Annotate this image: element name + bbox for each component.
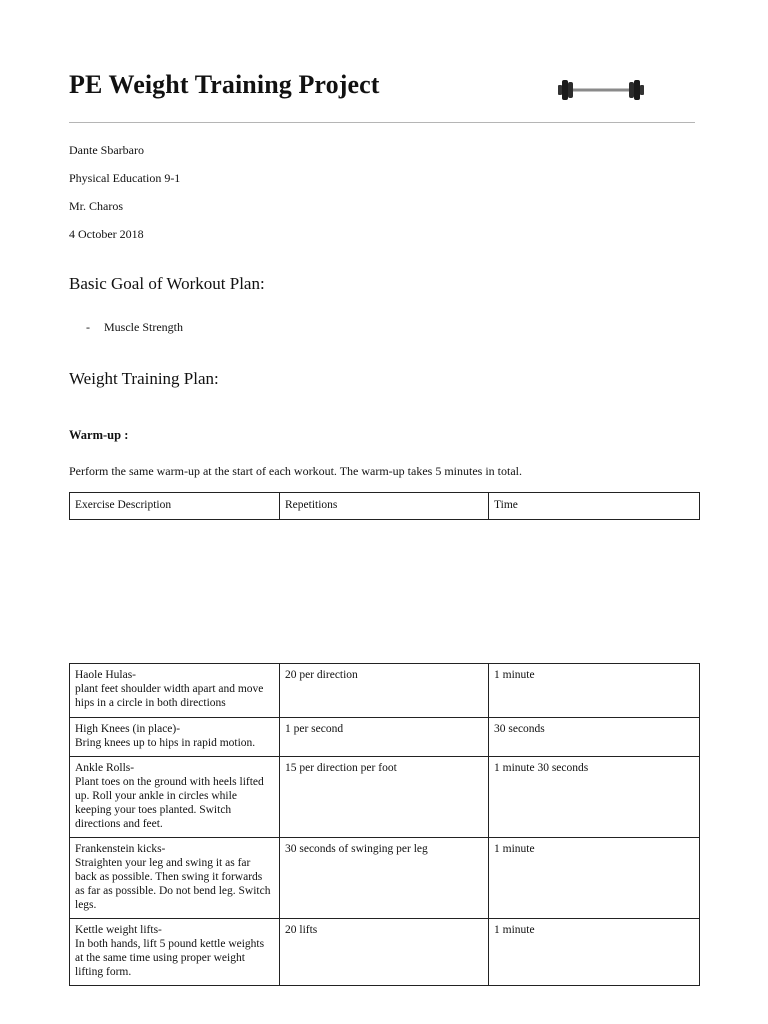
table-row xyxy=(70,757,700,838)
time-cell: 1 minute xyxy=(489,664,700,718)
time-cell: 30 seconds xyxy=(489,718,700,757)
exercise-name: Frankenstein kicks- xyxy=(75,843,166,855)
repetitions-cell: 1 per second xyxy=(280,718,489,757)
repetitions-cell: 15 per direction per foot xyxy=(280,757,489,838)
exercise-description: plant feet shoulder width apart and move hips in a circle in both directions xyxy=(75,683,264,709)
table-header-row xyxy=(70,493,700,520)
warmup-table xyxy=(69,663,700,986)
exercise-name: Kettle weight lifts- xyxy=(75,924,162,936)
table-row xyxy=(70,919,700,986)
document-date: 4 October 2018 xyxy=(69,227,144,241)
barbell-icon xyxy=(556,76,646,104)
plan-heading: Weight Training Plan: xyxy=(69,369,219,388)
exercise-cell xyxy=(70,757,280,838)
repetitions-cell: 20 per direction xyxy=(280,664,489,718)
exercise-name: Haole Hulas- xyxy=(75,669,136,681)
exercise-cell xyxy=(70,664,280,718)
exercise-name: Ankle Rolls- xyxy=(75,762,135,774)
exercise-cell xyxy=(70,919,280,986)
exercise-description: Plant toes on the ground with heels lifted up. Roll your ankle in circles while keeping your toes planted. Switch directions and feet. xyxy=(75,776,264,830)
header-repetitions: Repetitions xyxy=(280,493,489,520)
goal-bullet-text: Muscle Strength xyxy=(104,320,183,334)
warmup-title: Warm-up : xyxy=(69,428,129,442)
course-name: Physical Education 9-1 xyxy=(69,171,181,185)
exercise-description: Straighten your leg and swing it as far back as possible. Then swing it forwards as far as possible. Do not bend leg. Switch legs. xyxy=(75,857,271,911)
header-exercise-description: Exercise Description xyxy=(70,493,280,520)
goal-heading: Basic Goal of Workout Plan: xyxy=(69,274,265,293)
warmup-table-header xyxy=(69,492,700,520)
title-divider xyxy=(69,122,695,123)
table-row xyxy=(70,838,700,919)
exercise-name: High Knees (in place)- xyxy=(75,723,181,735)
repetitions-cell: 20 lifts xyxy=(280,919,489,986)
author-name: Dante Sbarbaro xyxy=(69,143,144,157)
exercise-cell xyxy=(70,838,280,919)
goal-bullet-item xyxy=(86,320,183,335)
table-row xyxy=(70,664,700,718)
time-cell: 1 minute xyxy=(489,919,700,986)
warmup-description: Perform the same warm-up at the start of each workout. The warm-up takes 5 minutes in total. xyxy=(69,464,522,478)
time-cell: 1 minute 30 seconds xyxy=(489,757,700,838)
exercise-description: In both hands, lift 5 pound kettle weights at the same time using proper weight lifting form. xyxy=(75,938,265,978)
header-time: Time xyxy=(489,493,700,520)
exercise-description: Bring knees up to hips in rapid motion. xyxy=(75,737,256,749)
teacher-name: Mr. Charos xyxy=(69,199,123,213)
bullet-marker: - xyxy=(86,320,90,334)
repetitions-cell: 30 seconds of swinging per leg xyxy=(280,838,489,919)
exercise-cell xyxy=(70,718,280,757)
time-cell: 1 minute xyxy=(489,838,700,919)
document-title: PE Weight Training Project xyxy=(69,70,380,99)
table-row xyxy=(70,718,700,757)
